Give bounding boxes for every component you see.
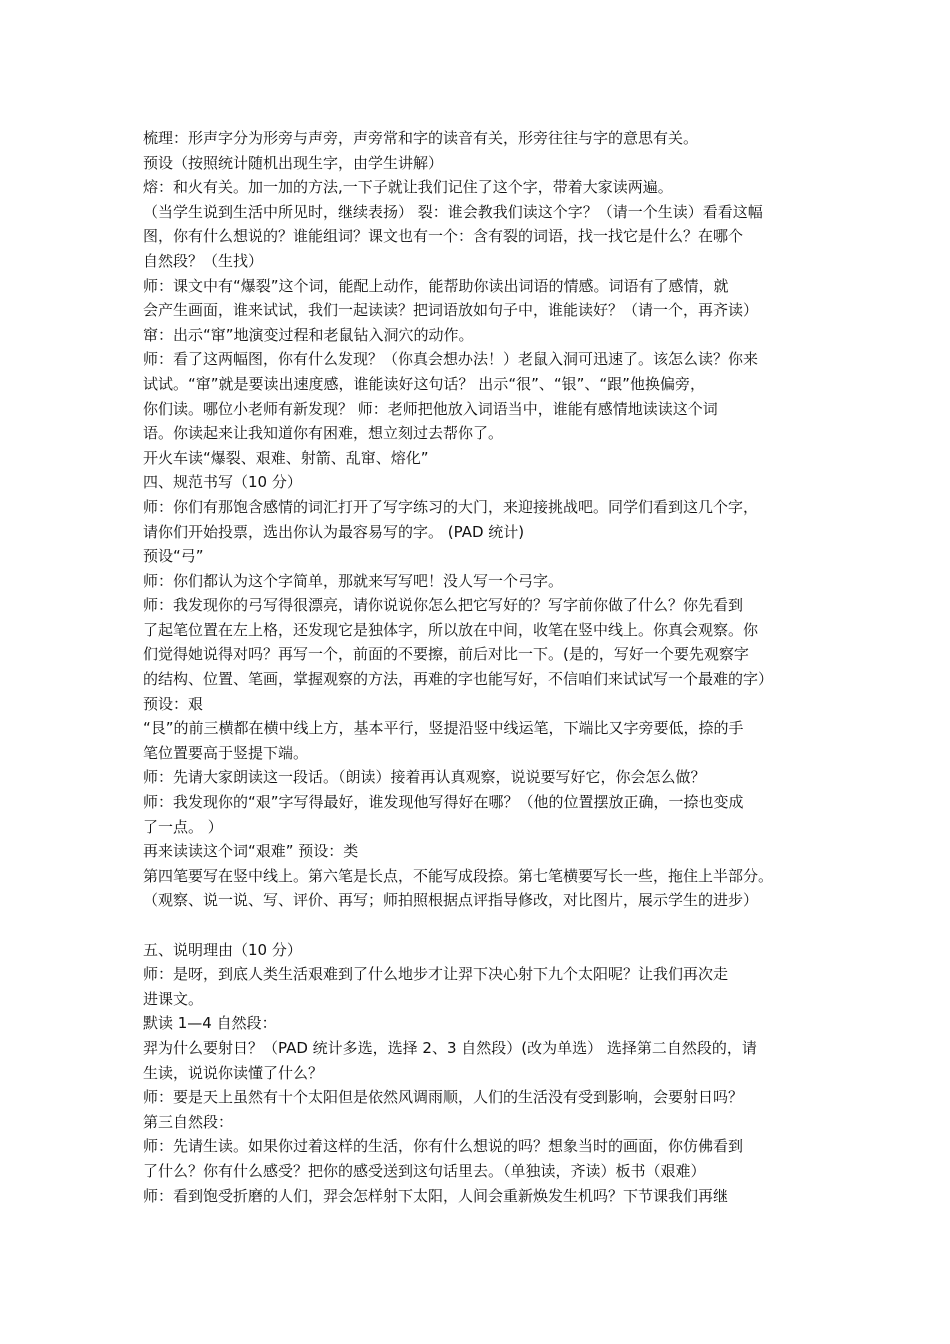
text-line: 再来读读这个词“艰难” 预设：类: [143, 842, 359, 861]
section-heading: 四、规范书写（10 分）: [143, 473, 302, 492]
text-line: 师：是呀，到底人类生活艰难到了什么地步才让羿下决心射下九个太阳呢？让我们再次走: [143, 965, 729, 984]
text-line: 预设：艰: [143, 694, 204, 713]
text-line: 图，你有什么想说的？谁能组词？课文也有一个：含有裂的词语，找一找它是什么？在哪个: [143, 227, 744, 246]
text-line: 师：我发现你的弓写得很漂亮，请你说说你怎么把它写好的？写字前你做了什么？你先看到: [143, 596, 744, 615]
text-line: 师：先请大家朗读这一段话。（朗读）接着再认真观察，说说要写好它，你会怎么做？: [143, 768, 706, 787]
text-line: 师：要是天上虽然有十个太阳但是依然风调雨顺，人们的生活没有受到影响，会要射日吗？: [143, 1088, 744, 1107]
text-line: 了一点。 ）: [143, 817, 223, 836]
text-line: 会产生画面，谁来试试，我们一起读读？把词语放如句子中，谁能读好？（请一个，再齐读）: [143, 301, 759, 320]
text-line: 默读 1—4 自然段：: [143, 1014, 277, 1033]
text-line: 师：先请生读。如果你过着这样的生活，你有什么想说的吗？想象当时的画面，你仿佛看到: [143, 1137, 744, 1156]
text-line: 笔位置要高于竖提下端。: [143, 743, 309, 762]
text-line: （观察、说一说、写、评价、再写；师拍照根据点评指导修改，对比图片，展示学生的进步）: [143, 891, 759, 910]
text-line: 进课文。: [143, 989, 204, 1008]
text-line: 开火车读“爆裂、艰难、射箭、乱窜、熔化”: [143, 448, 429, 467]
text-line: 预设（按照统计随机出现生字，由学生讲解）: [143, 153, 444, 172]
text-line: 的结构、位置、笔画，掌握观察的方法，再难的字也能写好，不信咱们来试试写一个最难的字）: [143, 670, 774, 689]
text-line: 第四笔要写在竖中线上。第六笔是长点，不能写成段捺。第七笔横要写长一些，拖住上半部分。: [143, 866, 774, 885]
text-line: 你们读。哪位小老师有新发现？ 师：老师把他放入词语当中，谁能有感情地读读这个词: [143, 399, 718, 418]
text-line: 第三自然段：: [143, 1112, 234, 1131]
text-line: 熔：和火有关。加一加的方法,一下子就让我们记住了这个字，带着大家读两遍。: [143, 178, 673, 197]
text-line: （当学生说到生活中所见时，继续表扬） 裂：谁会教我们读这个字？（请一个生读）看看这幅: [143, 202, 763, 221]
text-line: 自然段？（生找）: [143, 251, 264, 270]
text-line: 了什么？你有什么感受？把你的感受送到这句话里去。（单独读，齐读）板书（艰难）: [143, 1161, 706, 1180]
text-line: 生读，说说你读懂了什么？: [143, 1063, 324, 1082]
text-line: 师：你们有那饱含感情的词汇打开了写字练习的大门，来迎接挑战吧。同学们看到这几个字，: [143, 497, 759, 516]
section-heading: 五、说明理由（10 分）: [143, 940, 302, 959]
text-line: 师：看了这两幅图，你有什么发现？（你真会想办法！）老鼠入洞可迅速了。该怎么读？你来: [143, 350, 759, 369]
text-line: 预设“弓”: [143, 547, 204, 566]
text-line: 梳理：形声字分为形旁与声旁，声旁常和字的读音有关，形旁往往与字的意思有关。: [143, 129, 699, 147]
text-line: 师：课文中有“爆裂”这个词，能配上动作，能帮助你读出词语的情感。词语有了感情，就: [143, 276, 729, 295]
text-line: “艮”的前三横都在横中线上方，基本平行，竖提沿竖中线运笔，下端比又字旁要低，捺的手: [143, 719, 744, 738]
text-line: 试试。“窜”就是要读出速度感，谁能读好这句话？ 出示“很”、“银”、“跟”他换偏旁，: [143, 374, 705, 393]
text-line: 们觉得她说得对吗？再写一个，前面的不要擦，前后对比一下。(是的，写好一个要先观察字: [143, 645, 749, 664]
text-line: 请你们开始投票，选出你认为最容易写的字。 (PAD 统计): [143, 522, 525, 541]
document-body: [143, 126, 813, 1208]
blank-line: [143, 913, 813, 938]
text-line: 了起笔位置在左上格，还发现它是独体字，所以放在中间，收笔在竖中线上。你真会观察。你: [143, 620, 759, 639]
text-line: 窜：出示“窜”地演变过程和老鼠钻入洞穴的动作。: [143, 325, 474, 344]
text-line: 语。你读起来让我知道你有困难，想立刻过去帮你了。: [143, 424, 504, 443]
text-line: 师：你们都认为这个字简单，那就来写写吧！没人写一个弓字。: [143, 571, 564, 590]
text-line: 羿为什么要射日？（PAD 统计多选，选择 2、3 自然段）(改为单选） 选择第二自然段的，请: [143, 1038, 757, 1057]
text-line: 师：我发现你的“艰”字写得最好，谁发现他写得好在哪？（他的位置摆放正确，一捺也变成: [143, 793, 744, 812]
text-line: 师：看到饱受折磨的人们，羿会怎样射下太阳，人间会重新焕发生机吗？下节课我们再继: [143, 1186, 729, 1205]
